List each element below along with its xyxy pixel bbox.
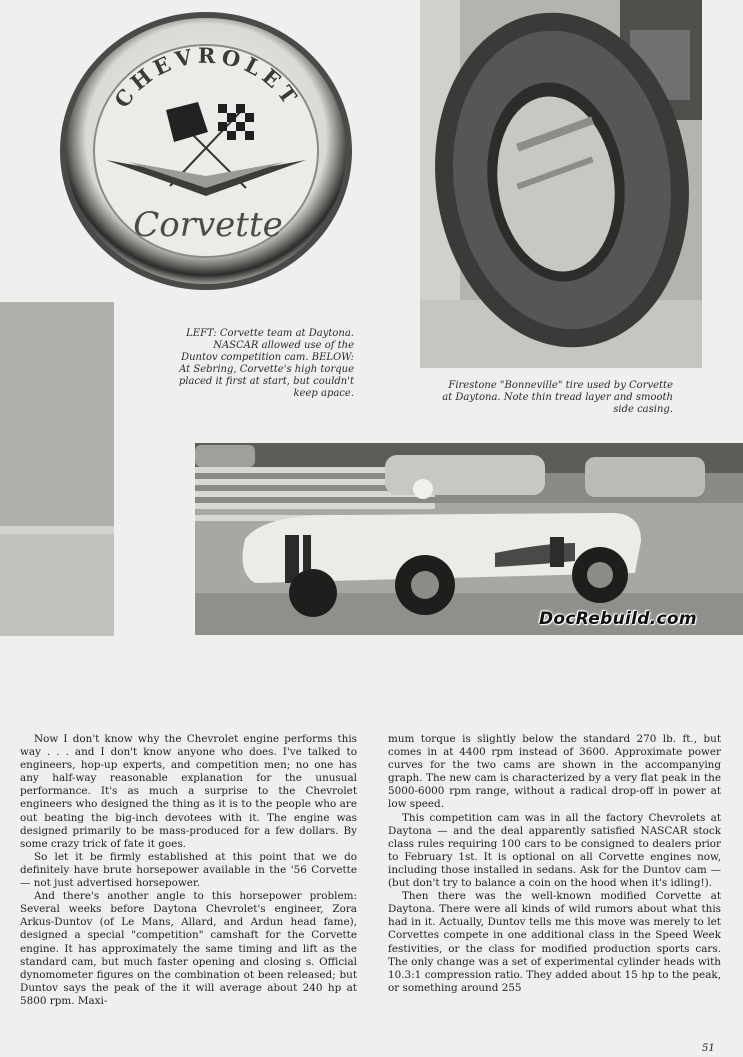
paragraph: Now I don't know why the Chevrolet engine performs this way . . . and I don't know anyone who does. I've talked to engineers, hop-up experts, and competition men; no one has any half-way reasonable explanation for the unusual performance. It's as much a surprise to the Chevrolet engineers who designed the thing as it is to the people who are out beating the big-inch devotees with it. The engine was designed primarily to be mass-produced for a few dollars. By some crazy trick of fate it goes. [20,733,357,850]
firestone-tire-photo [420,0,702,368]
article-column-left [20,733,357,1008]
emblem-brand-text: CHEVROLET [109,42,305,113]
paragraph: And there's another angle to this horsepower problem: Several weeks before Daytona Chevrolet's engineer, Zora Arkus-Duntov (of Le Mans, Allard, and Ardun head fame), designed a special "competition" camshaft for the Corvette engine. It has approximately the same timing and lift as the standard cam, but much faster opening and closing s. Official dynomometer figures on the combination ot been released; but Duntov says the peak of the it will average about 240 hp at 5800 rpm. Maxi- [20,890,357,1007]
caption-tire: Firestone "Bonneville" tire used by Corvette at Daytona. Note thin tread layer and smooth side casing. [442,380,673,415]
article-column-right [388,733,721,995]
watermark-logo: DocRebuild.com [539,609,697,629]
team-photo-fragment [0,302,114,636]
paragraph: mum torque is slightly below the standard 270 lb. ft., but comes in at 4400 rpm instead of 3600. Approximate power curves for the two cams are shown in the accompanying graph. The new cam is characterized by a very flat peak in the 5000-6000 rpm range, without a radical drop-off in power at low speed. [388,733,721,811]
caption-team-sebring: LEFT: Corvette team at Daytona. NASCAR allowed use of the Duntov competition cam. BELOW: At Sebring, Corvette's high torque placed it first at start, but couldn't keep apace. [178,328,354,399]
corvette-emblem-photo [58,10,354,292]
paragraph: Then there was the well-known modified Corvette at Daytona. There were all kinds of wild rumors about what this had in it. Actually, Duntov tells me this move was merely to let Corvettes compete in one additional class in the Speed Week festivities, or the class for modified production sports cars. The only change was a set of experimental cylinder heads with 10.3:1 compression ratio. They added about 15 hp to the peak, or something around 255 [388,890,721,994]
page-number: 51 [702,1043,715,1054]
sebring-race-photo [195,443,743,635]
emblem-script-text: Corvette [133,205,283,245]
paragraph: So let it be firmly established at this point that we do definitely have brute horsepower available in the '56 Corvette — not just advertised horsepower. [20,850,357,890]
paragraph: This competition cam was in all the factory Chevrolets at Daytona — and the deal apparently satisfied NASCAR stock class rules requiring 100 cars to be consigned to dealers prior to February 1st. It is optional on all Corvette engines now, including those installed in sedans. Ask for the Duntov cam — (but don't try to balance a coin on the hood when it's idling!). [388,811,721,890]
